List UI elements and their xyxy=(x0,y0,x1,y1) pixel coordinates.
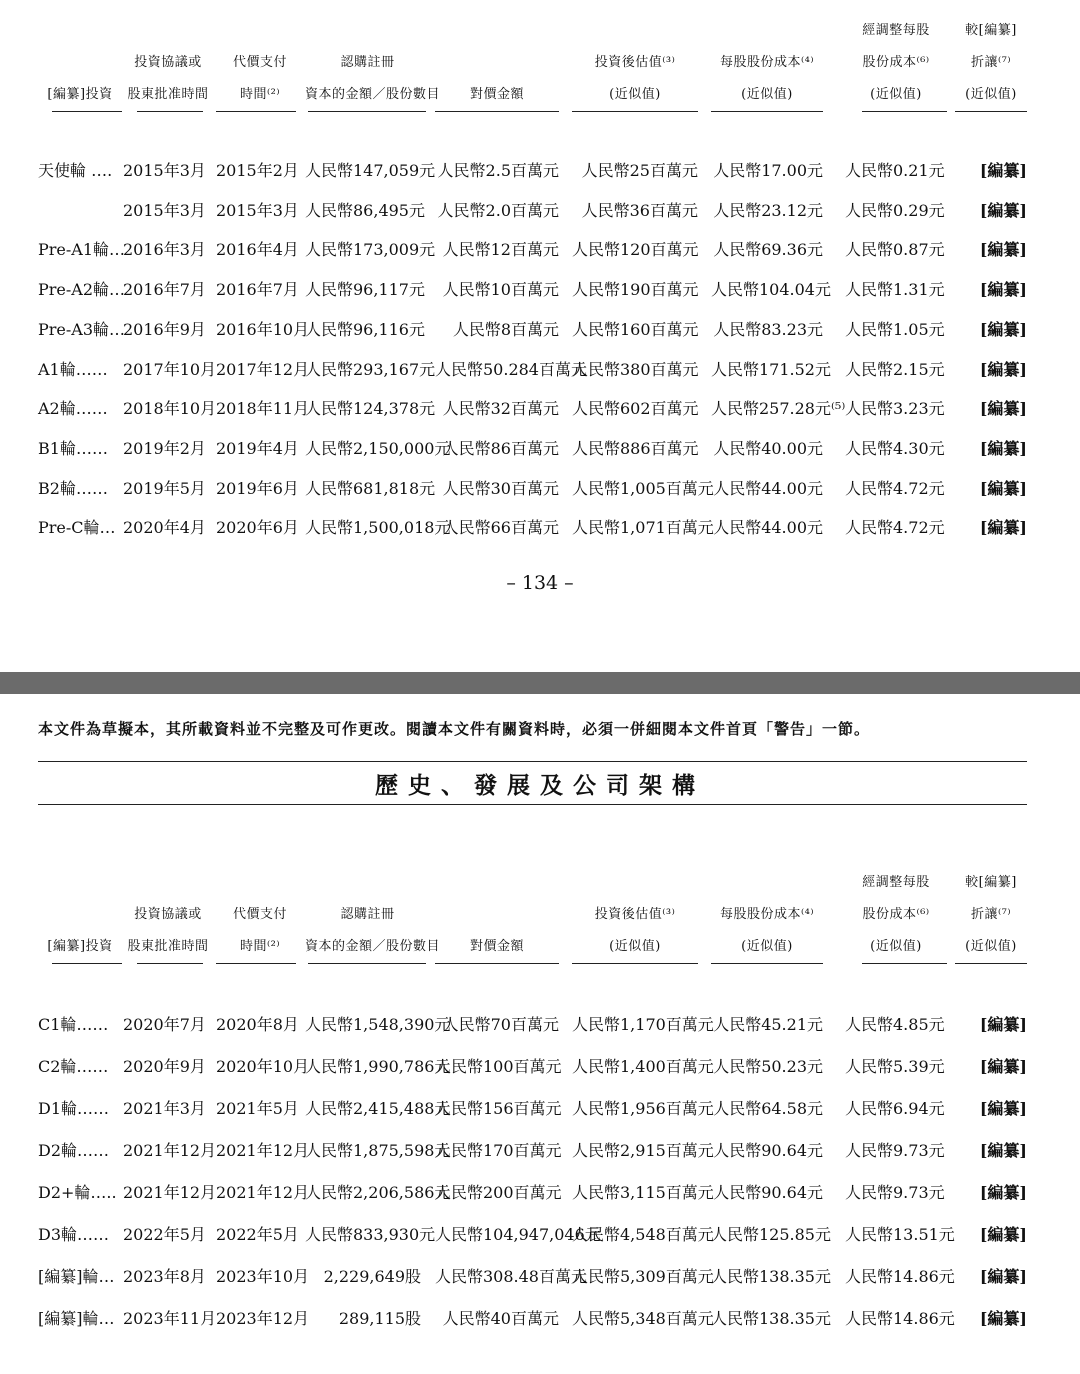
cell-payment: 2019年4月 xyxy=(216,438,299,458)
cell-consideration: 人民幣40百萬元 xyxy=(442,1309,559,1328)
cell-round: D2+輪….. xyxy=(38,1183,117,1202)
column-header-underline xyxy=(137,111,203,112)
cell-payment: 2020年10月 xyxy=(216,1057,310,1076)
cell-payment: 2016年10月 xyxy=(216,319,310,339)
cell-discount: [編纂] xyxy=(979,1141,1027,1160)
cell-registered: 人民幣1,875,598元 xyxy=(305,1141,451,1160)
cell-approval: 2020年4月 xyxy=(123,518,206,538)
cell-consideration: 人民幣8百萬元 xyxy=(452,319,559,339)
cell-payment: 2022年5月 xyxy=(216,1225,299,1244)
cell-cost: 人民幣40.00元 xyxy=(713,438,823,458)
column-header-label: 較[編纂] xyxy=(965,23,1017,38)
cell-valuation: 人民幣160百萬元 xyxy=(572,319,699,339)
cell-registered: 人民幣1,500,018元 xyxy=(305,518,451,538)
cell-round: D1輪…… xyxy=(38,1099,110,1118)
column-header-label: (近似值) xyxy=(609,87,661,102)
cell-consideration: 人民幣200百萬元 xyxy=(435,1183,562,1202)
cell-cost: 人民幣44.00元 xyxy=(713,478,823,498)
column-header-label: 股東批准時間 xyxy=(127,87,209,102)
cell-cost: 人民幣90.64元 xyxy=(713,1183,823,1202)
cell-adj-cost: 人民幣4.72元 xyxy=(845,518,945,538)
cell-round: Pre-A2輪… xyxy=(38,280,126,300)
cell-payment: 2015年3月 xyxy=(216,200,299,220)
cell-cost: 人民幣125.85元 xyxy=(711,1225,831,1244)
cell-consideration: 人民幣12百萬元 xyxy=(442,240,559,260)
column-header-underline xyxy=(862,111,947,112)
cell-approval: 2023年11月 xyxy=(123,1309,217,1328)
cell-payment: 2019年6月 xyxy=(216,478,299,498)
column-header-label: 投資後估值⁽³⁾ xyxy=(594,55,676,70)
cell-registered: 人民幣1,990,786元 xyxy=(305,1057,451,1076)
cell-registered: 人民幣2,415,488元 xyxy=(305,1099,451,1118)
cell-adj-cost: 人民幣1.31元 xyxy=(845,280,945,300)
column-header-label: (近似值) xyxy=(965,87,1017,102)
cell-approval: 2020年9月 xyxy=(123,1057,206,1076)
column-header-label: 資本的金額／股份數目 xyxy=(305,939,441,954)
cell-adj-cost: 人民幣14.86元 xyxy=(845,1267,955,1286)
cell-cost: 人民幣90.64元 xyxy=(713,1141,823,1160)
cell-consideration: 人民幣30百萬元 xyxy=(442,478,559,498)
cell-valuation: 人民幣886百萬元 xyxy=(572,438,699,458)
cell-cost: 人民幣138.35元 xyxy=(711,1267,831,1286)
cell-registered: 289,115股 xyxy=(338,1309,421,1328)
cell-consideration: 人民幣170百萬元 xyxy=(435,1141,562,1160)
column-header-underline xyxy=(308,111,426,112)
cell-registered: 人民幣147,059元 xyxy=(305,161,436,180)
cell-registered: 人民幣293,167元 xyxy=(305,359,436,379)
cell-registered: 人民幣124,378元 xyxy=(305,399,436,419)
document-page-135 xyxy=(0,694,1080,1374)
column-header-label: 折讓⁽⁷⁾ xyxy=(970,907,1012,922)
cell-round: Pre-A1輪… xyxy=(38,240,126,260)
cell-valuation: 人民幣1,956百萬元 xyxy=(572,1099,714,1118)
cell-discount: [編纂] xyxy=(979,1099,1027,1118)
cell-payment: 2017年12月 xyxy=(216,359,310,379)
column-header-underline xyxy=(711,963,823,964)
cell-valuation: 人民幣120百萬元 xyxy=(572,240,699,260)
cell-discount: [編纂] xyxy=(979,240,1027,260)
cell-round: C1輪…… xyxy=(38,1015,109,1034)
cell-discount: [編纂] xyxy=(979,161,1027,180)
column-header-underline xyxy=(216,963,296,964)
cell-approval: 2019年2月 xyxy=(123,438,206,458)
cell-valuation: 人民幣2,915百萬元 xyxy=(572,1141,714,1160)
cell-approval: 2020年7月 xyxy=(123,1015,206,1034)
cell-discount: [編纂] xyxy=(979,200,1027,220)
cell-cost: 人民幣104.04元 xyxy=(711,280,831,300)
cell-consideration: 人民幣86百萬元 xyxy=(442,438,559,458)
column-header-label: 投資後估值⁽³⁾ xyxy=(594,907,676,922)
cell-adj-cost: 人民幣4.72元 xyxy=(845,478,945,498)
column-header-label: 股份成本⁽⁶⁾ xyxy=(862,55,930,70)
cell-cost: 人民幣257.28元⁽⁵⁾ xyxy=(711,399,846,419)
column-header-underline xyxy=(137,963,203,964)
cell-round: [編纂]輪… xyxy=(38,1267,115,1286)
cell-approval: 2016年7月 xyxy=(123,280,206,300)
cell-discount: [編纂] xyxy=(979,478,1027,498)
cell-valuation: 人民幣380百萬元 xyxy=(572,359,699,379)
column-header-label: 每股股份成本⁽⁴⁾ xyxy=(719,55,815,70)
cell-discount: [編纂] xyxy=(979,399,1027,419)
cell-payment: 2023年10月 xyxy=(216,1267,310,1286)
cell-round: D2輪…… xyxy=(38,1141,110,1160)
column-header-underline xyxy=(216,111,296,112)
cell-consideration: 人民幣2.5百萬元 xyxy=(437,161,559,180)
cell-discount: [編纂] xyxy=(979,1225,1027,1244)
cell-valuation: 人民幣1,400百萬元 xyxy=(572,1057,714,1076)
cell-approval: 2016年9月 xyxy=(123,319,206,339)
cell-adj-cost: 人民幣9.73元 xyxy=(845,1183,945,1202)
cell-registered: 人民幣1,548,390元 xyxy=(305,1015,451,1034)
cell-discount: [編纂] xyxy=(979,1267,1027,1286)
column-header-label: 股份成本⁽⁶⁾ xyxy=(862,907,930,922)
cell-consideration: 人民幣156百萬元 xyxy=(435,1099,562,1118)
cell-round: 天使輪 …. xyxy=(38,161,113,180)
cell-consideration: 人民幣32百萬元 xyxy=(442,399,559,419)
cell-consideration: 人民幣70百萬元 xyxy=(442,1015,559,1034)
cell-adj-cost: 人民幣9.73元 xyxy=(845,1141,945,1160)
column-header-label: (近似值) xyxy=(741,87,793,102)
column-header-underline xyxy=(955,963,1027,964)
cell-approval: 2015年3月 xyxy=(123,200,206,220)
cell-consideration: 人民幣104,947,046元 xyxy=(435,1225,601,1244)
cell-adj-cost: 人民幣2.15元 xyxy=(845,359,945,379)
column-header-label: [編纂]投資 xyxy=(47,939,113,954)
cell-payment: 2021年12月 xyxy=(216,1141,310,1160)
cell-valuation: 人民幣4,548百萬元 xyxy=(572,1225,714,1244)
cell-approval: 2021年12月 xyxy=(123,1141,217,1160)
cell-consideration: 人民幣10百萬元 xyxy=(442,280,559,300)
cell-registered: 人民幣681,818元 xyxy=(305,478,436,498)
cell-cost: 人民幣171.52元 xyxy=(711,359,831,379)
column-header-underline xyxy=(572,963,698,964)
column-header-underline xyxy=(862,963,947,964)
cell-payment: 2021年5月 xyxy=(216,1099,299,1118)
cell-round: [編纂]輪… xyxy=(38,1309,115,1328)
cell-registered: 人民幣2,150,000元 xyxy=(305,438,451,458)
cell-cost: 人民幣50.23元 xyxy=(713,1057,823,1076)
column-header-label: 經調整每股 xyxy=(862,23,930,38)
cell-payment: 2016年4月 xyxy=(216,240,299,260)
cell-cost: 人民幣64.58元 xyxy=(713,1099,823,1118)
cell-adj-cost: 人民幣14.86元 xyxy=(845,1309,955,1328)
column-header-label: 每股股份成本⁽⁴⁾ xyxy=(719,907,815,922)
cell-registered: 人民幣86,495元 xyxy=(305,200,425,220)
cell-valuation: 人民幣190百萬元 xyxy=(572,280,699,300)
cell-valuation: 人民幣36百萬元 xyxy=(581,200,698,220)
column-header-label: 投資協議或 xyxy=(134,55,202,70)
cell-discount: [編纂] xyxy=(979,1183,1027,1202)
cell-registered: 2,229,649股 xyxy=(323,1267,421,1286)
column-header-label: 對價金額 xyxy=(469,87,524,102)
cell-registered: 人民幣2,206,586元 xyxy=(305,1183,451,1202)
cell-cost: 人民幣69.36元 xyxy=(713,240,823,260)
cell-round: C2輪…… xyxy=(38,1057,109,1076)
cell-consideration: 人民幣308.48百萬元 xyxy=(435,1267,587,1286)
column-header-underline xyxy=(52,111,122,112)
column-header-label: (近似值) xyxy=(870,87,922,102)
cell-valuation: 人民幣602百萬元 xyxy=(572,399,699,419)
cell-approval: 2016年3月 xyxy=(123,240,206,260)
cell-adj-cost: 人民幣0.21元 xyxy=(845,161,945,180)
column-header-label: 時間⁽²⁾ xyxy=(239,939,281,954)
column-header-label: 代價支付 xyxy=(232,907,287,922)
cell-valuation: 人民幣3,115百萬元 xyxy=(572,1183,714,1202)
page-separator xyxy=(0,672,1080,694)
cell-round: D3輪…… xyxy=(38,1225,110,1244)
column-header-label: 認購註冊 xyxy=(340,907,395,922)
cell-adj-cost: 人民幣6.94元 xyxy=(845,1099,945,1118)
cell-discount: [編纂] xyxy=(979,319,1027,339)
cell-adj-cost: 人民幣5.39元 xyxy=(845,1057,945,1076)
column-header-label: [編纂]投資 xyxy=(47,87,113,102)
cell-cost: 人民幣83.23元 xyxy=(713,319,823,339)
cell-valuation: 人民幣5,348百萬元 xyxy=(572,1309,714,1328)
cell-approval: 2019年5月 xyxy=(123,478,206,498)
column-header-underline xyxy=(52,963,122,964)
cell-approval: 2021年3月 xyxy=(123,1099,206,1118)
document-page-134 xyxy=(0,0,1080,672)
cell-round: Pre-A3輪… xyxy=(38,319,126,339)
column-header-label: 代價支付 xyxy=(232,55,287,70)
column-header-label: 經調整每股 xyxy=(862,875,930,890)
cell-round: A1輪…… xyxy=(38,359,108,379)
section-title: 歷史、發展及公司架構 xyxy=(375,773,705,799)
column-header-label: (近似值) xyxy=(965,939,1017,954)
cell-discount: [編纂] xyxy=(979,359,1027,379)
cell-cost: 人民幣17.00元 xyxy=(713,161,823,180)
column-header-label: 對價金額 xyxy=(469,939,524,954)
cell-approval: 2018年10月 xyxy=(123,399,217,419)
cell-discount: [編纂] xyxy=(979,518,1027,538)
cell-cost: 人民幣44.00元 xyxy=(713,518,823,538)
cell-approval: 2017年10月 xyxy=(123,359,217,379)
cell-registered: 人民幣833,930元 xyxy=(305,1225,436,1244)
column-header-underline xyxy=(572,111,698,112)
cell-adj-cost: 人民幣1.05元 xyxy=(845,319,945,339)
cell-payment: 2015年2月 xyxy=(216,161,299,180)
cell-round: B2輪…… xyxy=(38,478,108,498)
cell-consideration: 人民幣100百萬元 xyxy=(435,1057,562,1076)
cell-valuation: 人民幣1,005百萬元 xyxy=(572,478,714,498)
cell-approval: 2023年8月 xyxy=(123,1267,206,1286)
column-header-label: 認購註冊 xyxy=(340,55,395,70)
cell-discount: [編纂] xyxy=(979,1057,1027,1076)
column-header-label: 投資協議或 xyxy=(134,907,202,922)
page-number: – 134 – xyxy=(506,572,574,594)
cell-valuation: 人民幣5,309百萬元 xyxy=(572,1267,714,1286)
cell-approval: 2015年3月 xyxy=(123,161,206,180)
column-header-underline xyxy=(435,111,559,112)
cell-discount: [編纂] xyxy=(979,438,1027,458)
cell-consideration: 人民幣66百萬元 xyxy=(442,518,559,538)
column-header-underline xyxy=(435,963,559,964)
cell-adj-cost: 人民幣4.30元 xyxy=(845,438,945,458)
cell-payment: 2023年12月 xyxy=(216,1309,310,1328)
cell-payment: 2018年11月 xyxy=(216,399,310,419)
cell-round: B1輪…… xyxy=(38,438,108,458)
cell-adj-cost: 人民幣3.23元 xyxy=(845,399,945,419)
title-rule-bottom xyxy=(38,804,1027,805)
title-rule-top xyxy=(38,761,1027,762)
cell-adj-cost: 人民幣4.85元 xyxy=(845,1015,945,1034)
cell-payment: 2020年8月 xyxy=(216,1015,299,1034)
cell-registered: 人民幣96,116元 xyxy=(305,319,425,339)
cell-cost: 人民幣23.12元 xyxy=(713,200,823,220)
cell-valuation: 人民幣25百萬元 xyxy=(581,161,698,180)
column-header-label: 資本的金額／股份數目 xyxy=(305,87,441,102)
cell-adj-cost: 人民幣13.51元 xyxy=(845,1225,955,1244)
column-header-underline xyxy=(308,963,426,964)
column-header-label: 較[編纂] xyxy=(965,875,1017,890)
cell-cost: 人民幣45.21元 xyxy=(713,1015,823,1034)
column-header-label: 折讓⁽⁷⁾ xyxy=(970,55,1012,70)
column-header-label: (近似值) xyxy=(741,939,793,954)
column-header-label: (近似值) xyxy=(609,939,661,954)
cell-registered: 人民幣173,009元 xyxy=(305,240,436,260)
cell-round: Pre-C輪… xyxy=(38,518,116,538)
cell-round: A2輪…… xyxy=(38,399,108,419)
cell-consideration: 人民幣2.0百萬元 xyxy=(437,200,559,220)
cell-payment: 2021年12月 xyxy=(216,1183,310,1202)
cell-registered: 人民幣96,117元 xyxy=(305,280,425,300)
cell-consideration: 人民幣50.284百萬元 xyxy=(435,359,587,379)
cell-adj-cost: 人民幣0.29元 xyxy=(845,200,945,220)
cell-payment: 2020年6月 xyxy=(216,518,299,538)
cell-discount: [編纂] xyxy=(979,1015,1027,1034)
cell-cost: 人民幣138.35元 xyxy=(711,1309,831,1328)
cell-valuation: 人民幣1,170百萬元 xyxy=(572,1015,714,1034)
cell-adj-cost: 人民幣0.87元 xyxy=(845,240,945,260)
cell-discount: [編纂] xyxy=(979,1309,1027,1328)
cell-valuation: 人民幣1,071百萬元 xyxy=(572,518,714,538)
column-header-label: (近似值) xyxy=(870,939,922,954)
cell-approval: 2021年12月 xyxy=(123,1183,217,1202)
column-header-label: 股東批准時間 xyxy=(127,939,209,954)
cell-discount: [編纂] xyxy=(979,280,1027,300)
draft-notice: 本文件為草擬本，其所載資料並不完整及可作更改。閱讀本文件有關資料時，必須一併細閱本文件首頁「警告」一節。 xyxy=(38,720,871,738)
column-header-underline xyxy=(711,111,823,112)
column-header-underline xyxy=(955,111,1027,112)
column-header-label: 時間⁽²⁾ xyxy=(239,87,281,102)
cell-payment: 2016年7月 xyxy=(216,280,299,300)
cell-approval: 2022年5月 xyxy=(123,1225,206,1244)
